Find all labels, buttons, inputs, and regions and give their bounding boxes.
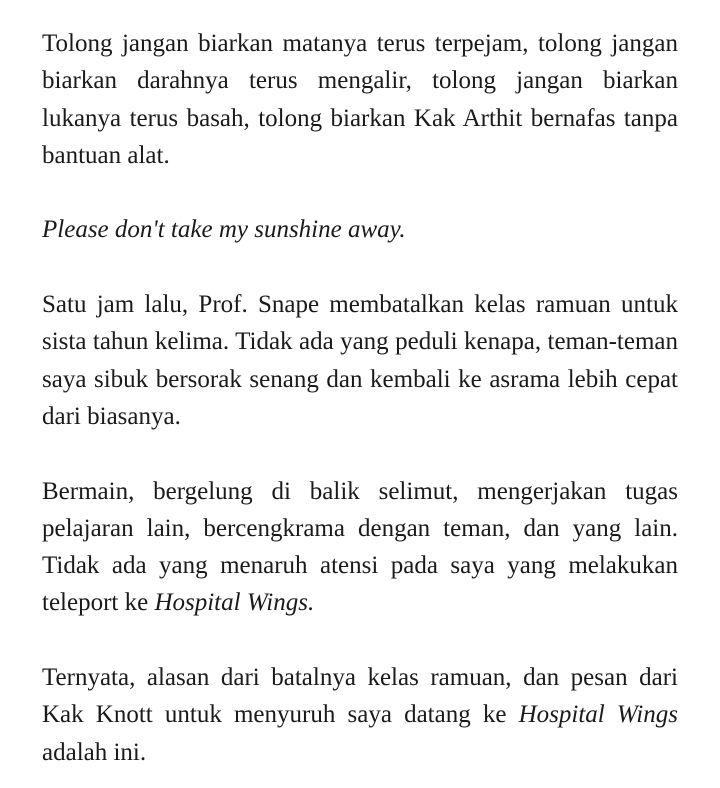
paragraph-2-italic-quote: Please don't take my sunshine away. <box>42 216 406 244</box>
paragraph-4 <box>42 473 678 622</box>
paragraph-3: Satu jam lalu, Prof. Snape membatalkan kelas ramuan untuk sista tahun kelima. Tidak ada yang peduli kenapa, teman-teman saya sibuk bersorak senang dan kembali ke asrama lebih cepat dari biasanya. <box>42 291 678 430</box>
paragraph-5 <box>42 659 678 771</box>
paragraph-5-text-after: adalah ini. <box>42 738 147 766</box>
paragraph-1: Tolong jangan biarkan matanya terus terpejam, tolong jangan biarkan darahnya terus mengalir, tolong jangan biarkan lukanya terus basah, tolong biarkan Kak Arthit bernafas tanpa bantuan alat. <box>42 30 678 169</box>
paragraph-5-italic: Hospital Wings <box>518 701 678 729</box>
paragraph-4-text: Bermain, bergelung di balik selimut, mengerjakan tugas pelajaran lain, bercengkrama dengan teman, dan yang lain. Tidak ada yang menaruh atensi pada saya yang melakukan teleport ke <box>42 477 678 617</box>
paragraph-4-italic: Hospital Wings. <box>154 589 315 617</box>
paragraph-5-text-before: Ternyata, alasan dari batalnya kelas ramuan, dan pesan dari Kak Knott untuk menyuruh saya datang ke <box>42 664 678 729</box>
